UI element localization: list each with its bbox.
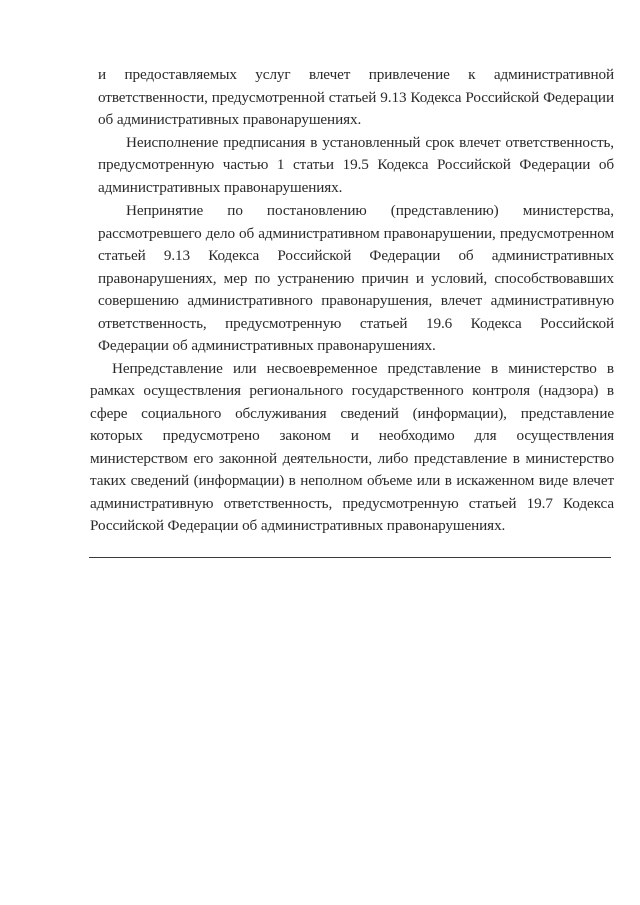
paragraph-continuation: и предоставляемых услуг влечет привлечение к административной ответственности, предусмотренной статьей 9.13 Кодекса Российской Федерации об административных правонарушениях. xyxy=(98,66,614,128)
paragraph-nonsubmission: Непредставление или несвоевременное представление в министерство в рамках осуществления регионального государственного контроля (надзора) в сфере социального обслуживания сведений (информации), представление которых предусмотрено законом и необходимо для осуществления министерством его законной деятельности, либо представление в министерство таких сведений (информации) в неполном объеме или в искаженном виде влечет административную ответственность, предусмотренную статьей 19.7 Кодекса Российской Федерации об административных правонарушениях. xyxy=(90,359,614,534)
paragraph-failure-to-act: Непринятие по постановлению (представлению) министерства, рассмотревшего дело об административном правонарушении, предусмотренном статьей 9.13 Кодекса Российской Федерации об административных правонарушениях, мер по устранению причин и условий, способствовавших совершению административного правонарушения, влечет административную ответственность, предусмотренную статьей 19.6 Кодекса Российской Федерации об административных правонарушениях. xyxy=(98,202,614,354)
paragraph-order-noncompliance: Неисполнение предписания в установленный срок влечет ответственность, предусмотренную частью 1 статьи 19.5 Кодекса Российской Федерации об административных правонарушениях. xyxy=(98,133,614,196)
document-body xyxy=(90,64,614,538)
horizontal-rule xyxy=(89,557,611,558)
